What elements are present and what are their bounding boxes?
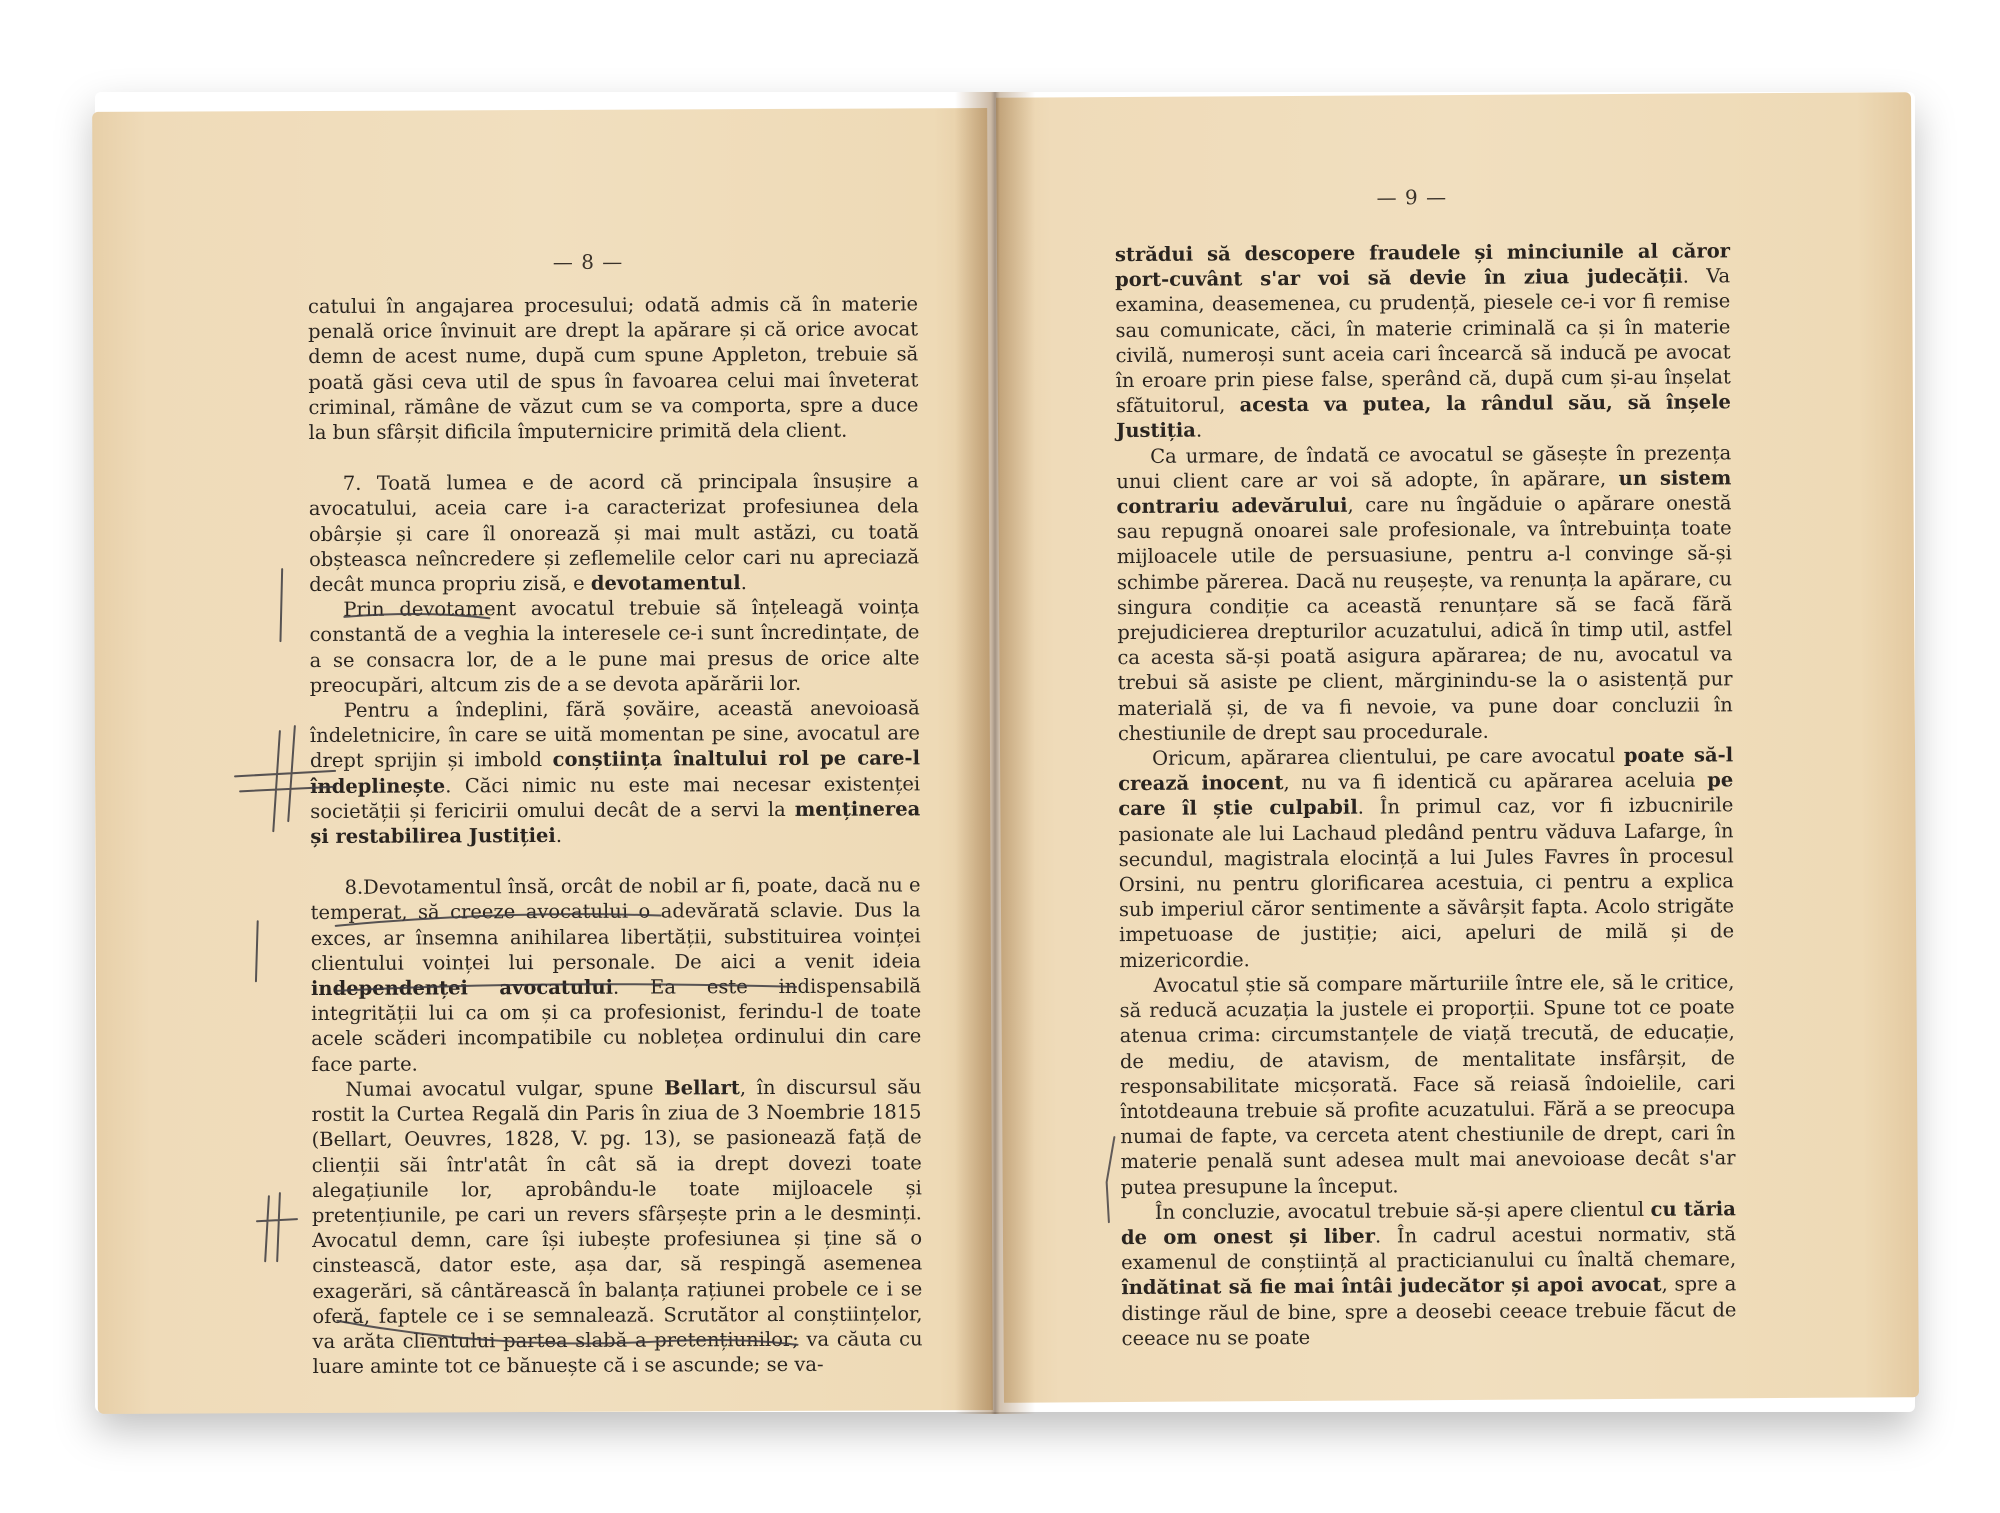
left-paragraph-2: 7. Toată lumea e de acord că principala însușire a avocatului, aceia care i-a caracterizat profesiunea dela obârșie și care îl onorează și mai mult astăzi, cu toată obșteasca neîncredere și zeflemelile celor cari nu apreciază decât munca propriu zisă, e devotamentul.	[308, 469, 920, 597]
left-paragraph-3: Prin devotament avocatul trebuie să înțeleagă voința constantă de a veghia la interesele ce-i sunt încredințate, de a se consacra lor, de a le pune mai presus de orice alte preocupări, altcum zis de a se devota apărării lor.	[309, 595, 920, 697]
right-emphasis-straduii: strădui să descopere fraudele și minciunile al căror port-cuvânt s'ar voi să devie în ziua judecății	[1114, 239, 1731, 292]
right-page-body	[1115, 238, 1737, 1351]
left-page	[92, 108, 993, 1414]
book-spine	[955, 92, 1035, 1414]
left-paragraph-6: Numai avocatul vulgar, spune Bellart, în discursul său rostit la Curtea Regală din Paris în ziua de 3 Noembrie 1815 (Bellart, Oeuvres, 1828, V. pg. 13), se pasionează față de clienții săi într'atât în cât să ia drept dovezi toate alegațiunile lor, aprobându-le toate mijloacele și pretențiunile, pe cari un revers sfârșește prin a le desminți. Avocatul demn, care își iubește profesiunea și ține să o cinstească, dator este, așa dar, să respingă asemenea exagerări, să cântărească în balanța rațiunei probele ce i se oferă, faptele ce i se semnalează. Scrutător al conștiințelor, va arăta clientului partea slabă a pretențiunilor; va căuta cu luare aminte tot ce bănuește că i se ascunde; se va-	[311, 1075, 923, 1379]
left-emphasis-justitiei: menținerea și restabilirea Justiției	[310, 797, 921, 849]
right-emphasis-taria: cu tăria de om onest și liber	[1120, 1197, 1736, 1249]
left-page-body	[308, 291, 923, 1379]
right-page-number: — 9 —	[1376, 185, 1448, 210]
margin-line-2	[256, 921, 258, 981]
left-emphasis-independentei: independenței avocatului	[310, 975, 614, 1001]
left-emphasis-constiinta: conștiința înaltului rol pe care-l îndeplinește	[310, 746, 921, 798]
right-paragraph-4: Avocatul știe să compare mărturiile între ele, să le critice, să reducă acuzația la justele ei proporții. Spune tot ce poate atenua crima: circumstanțele de viață trecută, de educație, de mediu, de atavism, de mentalitate insfârșit, de responsabilitate micșorată. Face să reiasă îndoielile, cari întotdeauna trebuie să profite acuzatului. Fără a se preocupa numai de fapte, va cerceta atent chestiunile de drept, cari în materie penală sunt adesea mult mai anevoioase decât s'ar putea presupune la început.	[1119, 970, 1736, 1199]
right-emphasis-sistem: un sistem contrariu adevărului	[1116, 466, 1732, 519]
right-paragraph-2: Ca urmare, de îndată ce avocatul se găsește în prezența unui client care ar voi să adopte, în apărare, un sistem contrariu adevărului, care nu îngăduie o apărare onestă sau repugnă onoarei sale profesionale, va întrebuința toate mijloacele utile de persuasiune, pentru a-l convinge să-și schimbe părerea. Dacă nu reușește, va renunța la apărare, cu singura condiție ca această renunțare să se facă fără prejudicierea drepturilor acuzatului, adică în timp util, astfel ca acesta să-și poată asigura apărarea; de nu, avocatul va trebui să asiste pe client, mărginindu-se la o asistență pur materială și, de va fi nevoie, va pune doar concluzii în chestiunile de drept sau procedurale.	[1116, 440, 1733, 745]
right-emphasis-justitia: acesta va putea, la rândul său, să înșele Justiția	[1115, 390, 1731, 443]
right-paragraph-1: strădui să descopere fraudele și minciunile al căror port-cuvânt s'ar voi să devie în ziua judecății. Va examina, deasemenea, cu prudență, piesele ce-i vor fi remise sau comunicate, căci, în materie criminală ca și în materie civilă, numeroși sunt aceia cari încearcă să inducă pe avocat în eroare prin piese false, sperând că, după cum și-au înșelat sfătuitorul, acesta va putea, la rândul său, să înșele Justiția.	[1114, 239, 1731, 443]
left-emphasis-devotamentul: devotamentul	[590, 571, 741, 595]
right-paragraph-5: În concluzie, avocatul trebuie să-și apere clientul cu tăria de om onest și liber. În cadrul acestui normativ, stă examenul de conștiință al practicianului cu înaltă chemare, îndătinat să fie mai întâi judecător și apoi avocat, spre a distinge răul de bine, spre a deosebi ceeace trebuie făcut de ceeace nu se poate	[1120, 1197, 1737, 1350]
margin-bracket-right	[1106, 1137, 1115, 1222]
right-emphasis-inocent: poate să-l crează inocent	[1118, 743, 1734, 796]
left-paragraph-1: catului în angajarea procesului; odată admis că în materie penală orice învinuit are drept la apărare și că orice avocat demn de acest nume, după cum spune Appleton, trebuie să poată găsi ceva util de spus în favoarea celui mai înveterat criminal, rămâne de văzut cum se va comporta, spre a duce la bun sfârșit dificila împuternicire primită dela client.	[307, 292, 919, 445]
margin-line-1	[280, 569, 282, 641]
right-emphasis-culpabil: pe care îl știe culpabil	[1118, 768, 1734, 821]
right-paragraph-3: Oricum, apărarea clientului, pe care avocatul poate să-l crează inocent, nu va fi identică cu apărarea aceluia pe care îl știe culpabil. În primul caz, vor fi izbucnirile pasionate ale lui Lachaud pledând pentru văduva Lafarge, în secundul, magistrala elocință a lui Jules Favres în procesul Orsini, nu pentru glorificarea acestuia, ci pentru a explica sub imperiul căror sentimente a săvârșit fapta. Acolo strigăte impetuoase de justiție; aici, apeluri de milă și de mizericordie.	[1118, 743, 1735, 972]
right-emphasis-judecator: îndătinat să fie mai întâi judecător și apoi avocat	[1121, 1273, 1662, 1300]
right-page	[996, 92, 1919, 1403]
left-page-number: — 8 —	[552, 249, 624, 274]
left-emphasis-bellart: Bellart	[664, 1076, 740, 1100]
left-paragraph-5: 8.Devotamentul însă, orcât de nobil ar fi, poate, dacă nu e temperat, să creeze avocatului o adevărată sclavie. Dus la exces, ar însemna anihilarea libertății, substituirea voinței clientului voinței lui personale. De aici a venit ideia independenței avocatului. Ea este indispensabilă integrității lui ca om și ca profesionist, ferindu-l de toate acele scăderi incompatibile cu noblețea ordinului din care face parte.	[310, 873, 922, 1076]
left-paragraph-4: Pentru a îndeplini, fără șovăire, această anevoioasă îndeletnicire, în care se uită momentan pe sine, avocatul are drept sprijin și imbold conștiința înaltului rol pe care-l îndeplinește. Căci nimic nu este mai necesar existenței societății și fericirii omului decât de a servi la menținerea și restabilirea Justiției.	[309, 696, 921, 849]
margin-cross-mark-2	[257, 1193, 297, 1261]
